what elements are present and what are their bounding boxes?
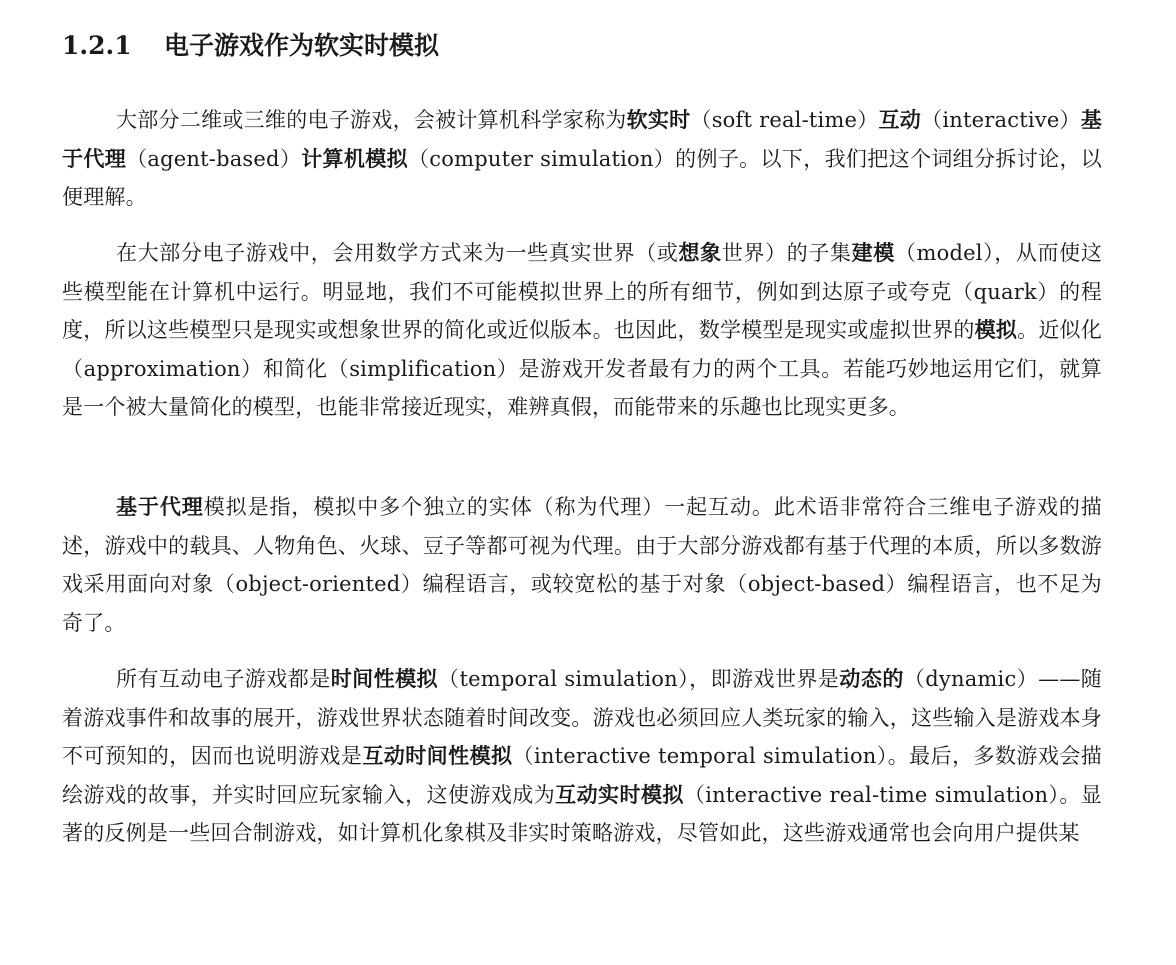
term-agent-based: 基于代理 bbox=[62, 108, 1102, 171]
paragraph-agent-based bbox=[62, 488, 1102, 642]
paragraph-temporal-simulation bbox=[62, 660, 1102, 853]
term-temporal-simulation: 时间性模拟 bbox=[330, 667, 439, 691]
term-model: 建模 bbox=[851, 241, 895, 265]
term-imagined: 想象 bbox=[678, 241, 722, 265]
text-run: （interactive） bbox=[921, 108, 1081, 132]
term-simulation: 模拟 bbox=[974, 318, 1018, 342]
paragraph-soft-realtime bbox=[62, 101, 1102, 217]
text-run: （soft real-time） bbox=[690, 108, 879, 132]
text-run: 在大部分电子游戏中，会用数学方式来为一些真实世界（或 bbox=[116, 241, 679, 265]
text-run: 。近似化（approximation）和简化（simplification）是游戏开发者最有力的两个工具。若能巧妙地运用它们，就算是一个被大量简化的模型，也能非常接近现实，难辨真假，而能带来的乐趣也比现实更多。 bbox=[62, 318, 1102, 419]
text-run: （agent-based） bbox=[126, 146, 302, 171]
text-run: （interactive temporal simulation）。最后，多数游戏会描绘游戏的故事，并实时回应玩家输入，这使游戏成为 bbox=[62, 744, 1102, 807]
term-interactive-temporal-simulation: 互动时间性模拟 bbox=[362, 744, 513, 768]
section-heading bbox=[62, 26, 439, 66]
text-run: 所有互动电子游戏都是 bbox=[116, 667, 331, 691]
text-run: （temporal simulation），即游戏世界是 bbox=[438, 667, 840, 691]
text-run: （dynamic）——随着游戏事件和故事的展开，游戏世界状态随着时间改变。游戏也必须回应人类玩家的输入，这些输入是游戏本身不可预知的，因而也说明游戏是 bbox=[62, 667, 1103, 768]
text-run: 模拟是指，模拟中多个独立的实体（称为代理）一起互动。此术语非常符合三维电子游戏的描述，游戏中的载具、人物角色、火球、豆子等都可视为代理。由于大部分游戏都有基于代理的本质，所以多数游戏采用面向对象（object-oriented）编程语言，或较宽松的基于对象（object-based）编程语言，也不足为奇了。 bbox=[62, 495, 1102, 635]
paragraph-modeling bbox=[62, 234, 1102, 427]
text-run: （interactive real-time simulation）。显著的反例是一些回合制游戏，如计算机化象棋及非实时策略游戏，尽管如此，这些游戏通常也会向用户提供某 bbox=[62, 782, 1102, 845]
text-run: 世界）的子集 bbox=[721, 241, 852, 265]
term-interactive: 互动 bbox=[878, 108, 922, 132]
term-interactive-realtime-simulation: 互动实时模拟 bbox=[555, 782, 684, 807]
term-dynamic: 动态的 bbox=[839, 667, 904, 691]
text-run: 大部分二维或三维的电子游戏，会被计算机科学家称为 bbox=[116, 108, 627, 132]
section-number: 1.2.1 bbox=[62, 31, 132, 60]
term-soft-realtime: 软实时 bbox=[626, 108, 691, 132]
term-agent-based: 基于代理 bbox=[116, 495, 204, 519]
term-computer-simulation: 计算机模拟 bbox=[301, 146, 408, 171]
section-title: 电子游戏作为软实时模拟 bbox=[164, 31, 440, 60]
text-run: （model），从而使这些模型能在计算机中运行。明显地，我们不可能模拟世界上的所有细节，例如到达原子或夸克（quark）的程度，所以这些模型只是现实或想象世界的简化或近似版本。也因此，数学模型是现实或虚拟世界的 bbox=[62, 241, 1103, 342]
text-run: （computer simulation）的例子。以下，我们把这个词组分拆讨论，以便理解。 bbox=[62, 146, 1102, 209]
